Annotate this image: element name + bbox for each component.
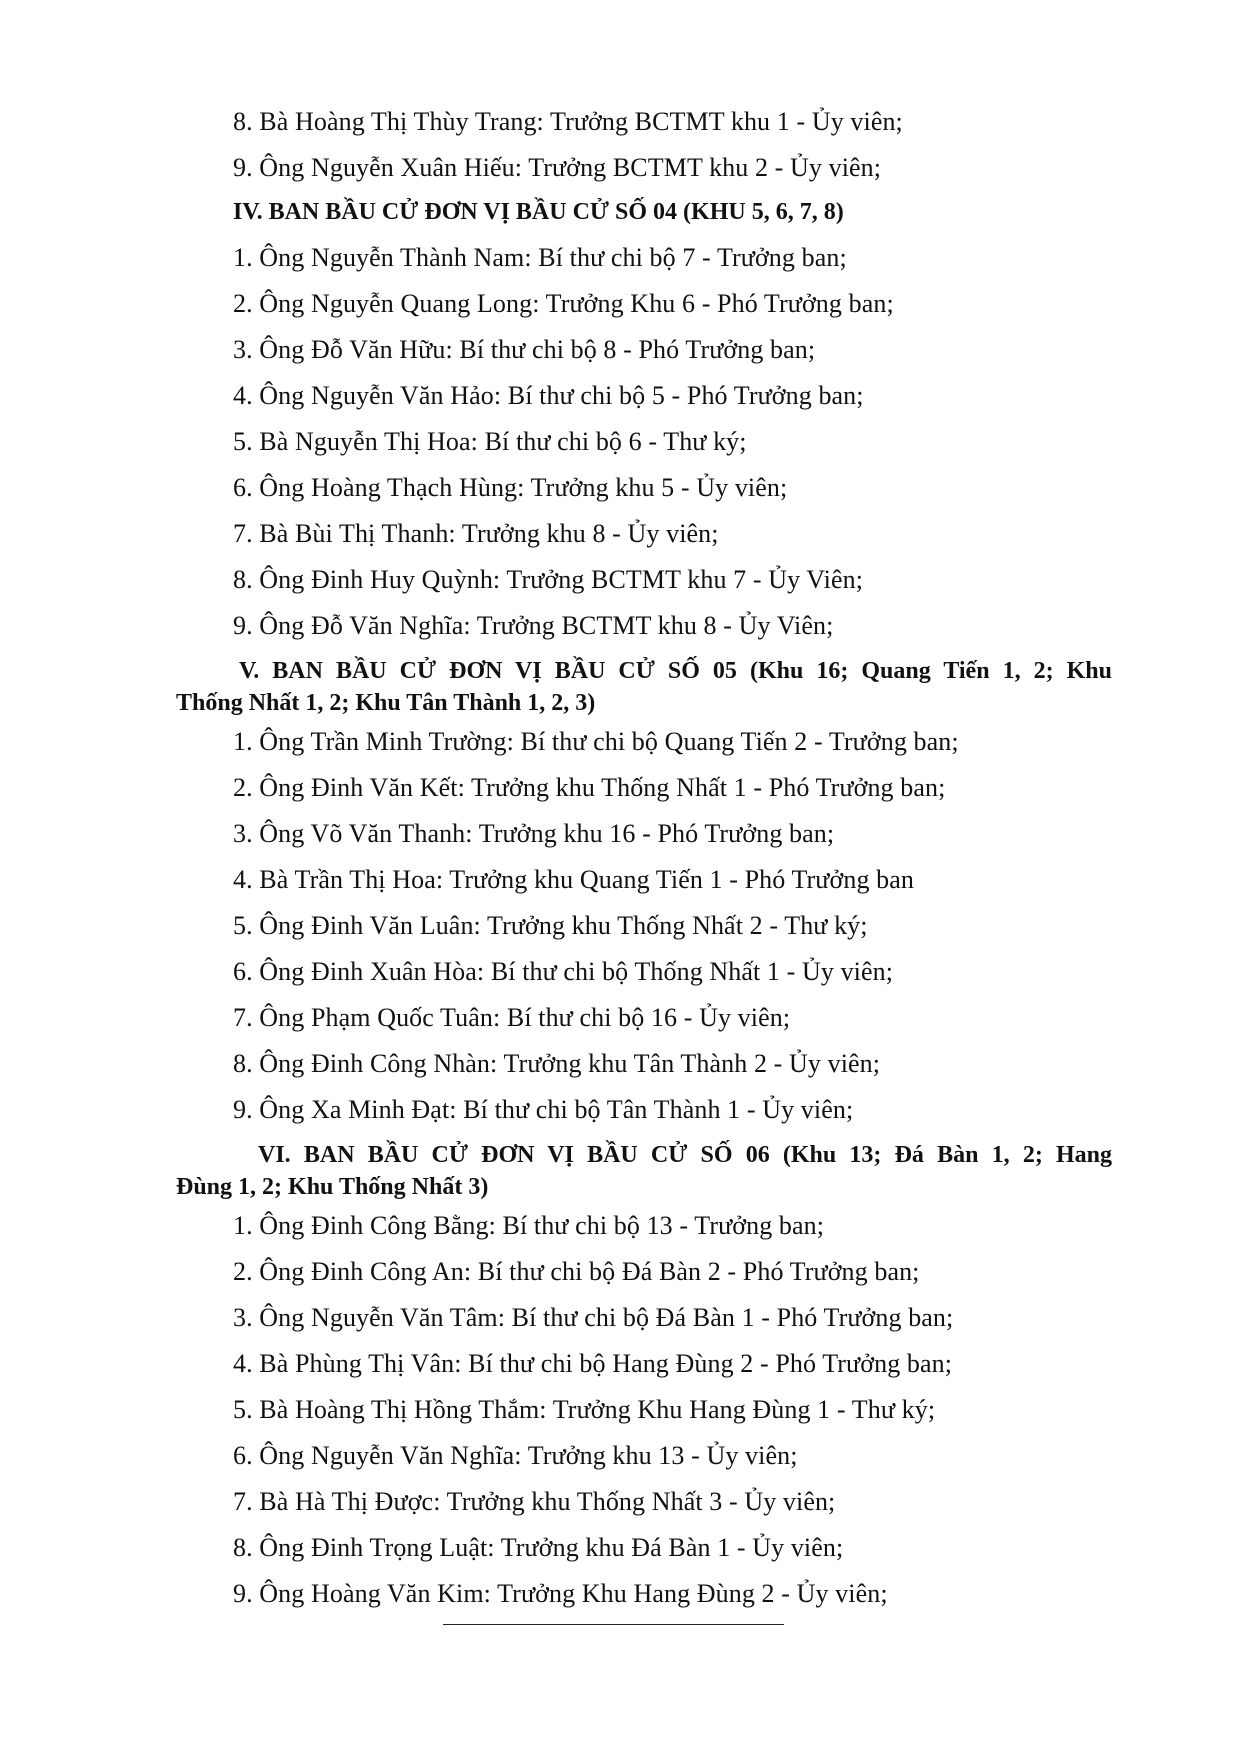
list-item: 4. Bà Trần Thị Hoa: Trưởng khu Quang Tiến 1 - Phó Trưởng ban (233, 865, 914, 894)
list-item: 7. Bà Hà Thị Được: Trưởng khu Thống Nhất 3 - Ủy viên; (233, 1487, 836, 1516)
list-item: 7. Bà Bùi Thị Thanh: Trưởng khu 8 - Ủy viên; (233, 519, 719, 548)
list-item: 3. Ông Võ Văn Thanh: Trưởng khu 16 - Phó Trưởng ban; (233, 819, 835, 848)
list-item: 3. Ông Đỗ Văn Hữu: Bí thư chi bộ 8 - Phó Trưởng ban; (233, 335, 816, 364)
list-item: 8. Ông Đinh Trọng Luật: Trưởng khu Đá Bàn 1 - Ủy viên; (233, 1533, 844, 1562)
closing-divider (443, 1624, 784, 1625)
heading-line: VI. BAN BẦU CỬ ĐƠN VỊ BẦU CỬ SỐ 06 (Khu 13; Đá Bàn 1, 2; Hang (258, 1142, 1112, 1168)
list-item: 2. Ông Đinh Công An: Bí thư chi bộ Đá Bàn 2 - Phó Trưởng ban; (233, 1257, 920, 1286)
list-item: 7. Ông Phạm Quốc Tuân: Bí thư chi bộ 16 - Ủy viên; (233, 1003, 791, 1032)
list-item: 8. Bà Hoàng Thị Thùy Trang: Trưởng BCTMT khu 1 - Ủy viên; (233, 107, 903, 136)
list-item: 4. Ông Nguyễn Văn Hảo: Bí thư chi bộ 5 - Phó Trưởng ban; (233, 381, 864, 410)
list-item: 9. Ông Đỗ Văn Nghĩa: Trưởng BCTMT khu 8 - Ủy Viên; (233, 611, 834, 640)
list-item: 4. Bà Phùng Thị Vân: Bí thư chi bộ Hang Đùng 2 - Phó Trưởng ban; (233, 1349, 953, 1378)
section-heading-iv: IV. BAN BẦU CỬ ĐƠN VỊ BẦU CỬ SỐ 04 (KHU 5, 6, 7, 8) (233, 199, 844, 225)
list-item: 8. Ông Đinh Công Nhàn: Trưởng khu Tân Thành 2 - Ủy viên; (233, 1049, 881, 1078)
list-item: 1. Ông Nguyễn Thành Nam: Bí thư chi bộ 7 - Trưởng ban; (233, 243, 847, 272)
list-item: 1. Ông Đinh Công Bằng: Bí thư chi bộ 13 - Trưởng ban; (233, 1211, 825, 1240)
list-item: 1. Ông Trần Minh Trường: Bí thư chi bộ Quang Tiến 2 - Trưởng ban; (233, 727, 959, 756)
list-item: 6. Ông Nguyễn Văn Nghĩa: Trưởng khu 13 - Ủy viên; (233, 1441, 798, 1470)
section-heading-v (176, 655, 1112, 719)
list-item: 9. Ông Nguyễn Xuân Hiếu: Trưởng BCTMT khu 2 - Ủy viên; (233, 153, 882, 182)
heading-line: Đùng 1, 2; Khu Thống Nhất 3) (176, 1174, 489, 1200)
list-item: 5. Bà Nguyễn Thị Hoa: Bí thư chi bộ 6 - Thư ký; (233, 427, 747, 456)
list-item: 6. Ông Đinh Xuân Hòa: Bí thư chi bộ Thống Nhất 1 - Ủy viên; (233, 957, 894, 986)
section-heading-vi (176, 1139, 1112, 1203)
list-item: 5. Ông Đinh Văn Luân: Trưởng khu Thống Nhất 2 - Thư ký; (233, 911, 868, 940)
list-item: 5. Bà Hoàng Thị Hồng Thắm: Trưởng Khu Hang Đùng 1 - Thư ký; (233, 1395, 936, 1424)
heading-line: Thống Nhất 1, 2; Khu Tân Thành 1, 2, 3) (176, 690, 596, 716)
list-item: 3. Ông Nguyễn Văn Tâm: Bí thư chi bộ Đá Bàn 1 - Phó Trưởng ban; (233, 1303, 954, 1332)
list-item: 6. Ông Hoàng Thạch Hùng: Trưởng khu 5 - Ủy viên; (233, 473, 788, 502)
list-item: 9. Ông Xa Minh Đạt: Bí thư chi bộ Tân Thành 1 - Ủy viên; (233, 1095, 854, 1124)
list-item: 9. Ông Hoàng Văn Kim: Trưởng Khu Hang Đùng 2 - Ủy viên; (233, 1579, 888, 1608)
list-item: 2. Ông Đinh Văn Kết: Trưởng khu Thống Nhất 1 - Phó Trưởng ban; (233, 773, 946, 802)
list-item: 2. Ông Nguyễn Quang Long: Trưởng Khu 6 - Phó Trưởng ban; (233, 289, 894, 318)
list-item: 8. Ông Đinh Huy Quỳnh: Trưởng BCTMT khu 7 - Ủy Viên; (233, 565, 864, 594)
heading-line: V. BAN BẦU CỬ ĐƠN VỊ BẦU CỬ SỐ 05 (Khu 16; Quang Tiến 1, 2; Khu (239, 658, 1112, 684)
